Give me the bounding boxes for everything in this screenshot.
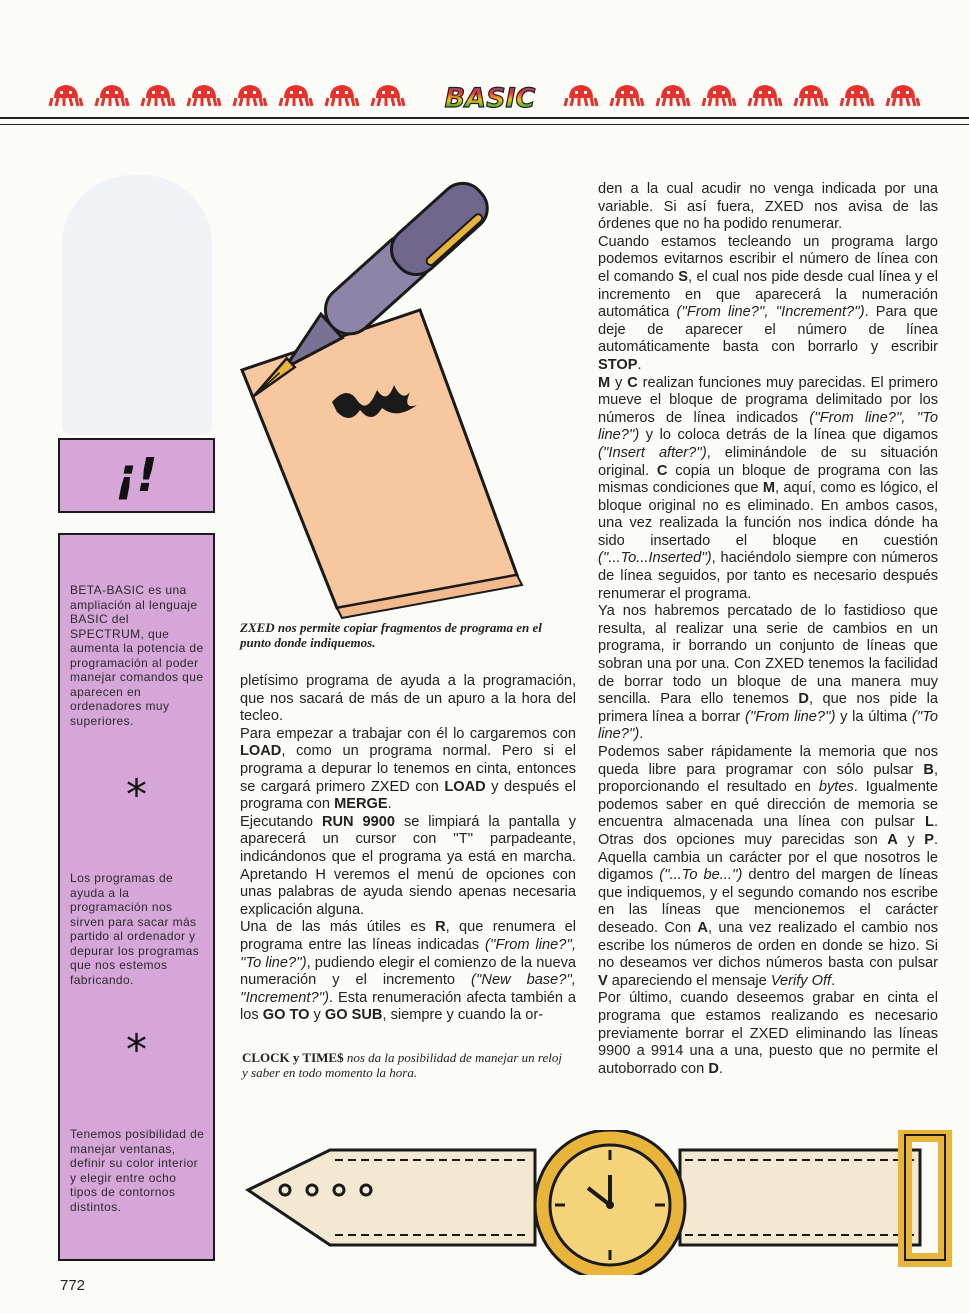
paragraph [240,673,576,726]
prompt-text: (''From line?'') [744,708,836,725]
command-keyword: S [678,268,688,285]
text-run: , aquí, como es lógico, el bloque original no es eliminado. En ambos casos, una vez realizada la función nos indica dónde ha sido insertado el bloque en cuestión [598,480,938,549]
command-keyword: C [627,374,638,391]
prompt-text: (''...To...Inserted'') [598,550,712,567]
command-keyword: M [598,374,611,391]
paragraph [240,919,576,1025]
paragraph [598,181,938,234]
text-run: copia un bloque de programa con las mismas condiciones que [598,462,938,497]
text-run: Una de las más útiles es [240,919,436,936]
text-run: pletísimo programa de ayuda a la programación, que nos sacará de más de un apuro a la hora del tecleo. [240,673,576,725]
section-logo: BASIC [444,83,536,114]
command-keyword: R [435,919,446,936]
text-run: Por último, cuando deseemos grabar en cinta el programa que estamos realizando es necesario previamente borrar el ZXED eliminando las líneas 9900 a 9914 una a una, puesto que no permite el autoborrado con [598,990,938,1077]
command-keyword: MERGE [334,796,388,813]
watch-caption [242,1050,562,1080]
command-keyword: RUN 9900 [321,813,395,830]
command-keyword: GO TO [262,1007,310,1024]
paragraph [598,744,938,990]
text-run: apareciendo el mensaje [607,972,771,989]
text-run: y [309,1007,325,1024]
wristwatch-illustration [240,1130,965,1275]
command-keyword: LOAD [444,778,486,795]
text-run: , proporcionando el resultado en [598,761,938,796]
text-run: y [897,831,925,848]
text-run: realizan funciones muy parecidas. El primero mueve el bloque de programa delimitado por los números de línea indicados [598,374,938,426]
prompt-text: (''From line?'', ''To line?'') [240,936,576,971]
command-keyword: M [762,480,775,497]
text-run: Ejecutando [240,813,322,830]
prompt-text: (''To line?'') [598,708,938,743]
prompt-text: (''Insert after?'') [598,444,707,461]
paragraph [598,603,938,744]
text-run: , como un programa normal. Pero si el programa a depurar lo tenemos en cinta, entonces se cargará primero ZXED con [240,743,576,795]
text-run: Podemos saber rápidamente la memoria que nos queda libre para programar con sólo pulsar [598,744,938,778]
text-run: . [639,726,644,743]
sidebar-notes [58,533,215,1261]
command-keyword: P [924,831,934,848]
text-run: den a la cual acudir no venga indicada por una variable. Si así fuera, ZXED nos avisa de las órdenes que no ha podido renumerar. [598,181,938,233]
paragraph [598,234,938,375]
article-column-right [598,181,938,1078]
paragraph [598,990,938,1078]
text-run: , siempre y cuando la or- [382,1007,544,1024]
watch-caption-text: nos da la posibilidad de manejar un reloj y saber en todo momento la hora. [242,1050,562,1080]
command-keyword: LOAD [240,743,282,760]
text-run: Cuando estamos tecleando un programa largo podemos evitarnos escribir el número de línea con el comando [598,233,938,285]
paragraph [598,375,938,604]
text-run: , pudiendo elegir el comienzo de la nueva numeración y el incremento [240,954,576,989]
header-rule-top [0,117,969,119]
text-run: . Aquella cambia un carácter por el que nosotros le digamos [598,831,938,884]
invader-row-right [565,85,919,106]
text-run: . [718,1060,723,1077]
text-run: y [610,374,628,391]
text-run: , el cual nos pide desde cual línea y el incremento en que aparecerá la numeración automática [598,268,938,321]
prompt-text: (''...To be...'') [659,867,743,884]
prompt-text: (''From line?'', ''To line?'') [598,409,938,444]
command-keyword: L [925,814,934,831]
text-run: y la última [835,708,912,725]
command-keyword: B [923,761,934,778]
watch-caption-code: CLOCK y TIME$ [242,1050,344,1065]
sidebar-note-ayuda: Los programas de ayuda a la programación nos sirven para sacar más partido al ordenador y depurar los programas que nos estemos fabricando. [70,871,200,987]
pen-paper-illustration [232,180,582,620]
command-keyword: A [697,919,708,936]
command-keyword: A [887,831,898,848]
text-run: . Igualmente podemos saber en qué dirección de memoria se encuentra almacenada una línea con pulsar [598,779,938,831]
command-keyword: C [656,462,668,479]
text-run: , una vez realizado el cambio nos escribe los números de orden en donde se hizo. Si no deseamos ver dichos números basta con pulsar [598,919,938,972]
text-run: y lo coloca detrás de la línea que digamos [639,427,938,444]
text-run: , haciéndolo siempre con números de línea seguidos, por tanto es necesario después renumerar el programa. [598,550,938,602]
prompt-text: Verify Off [770,972,832,989]
command-keyword: STOP [598,356,638,373]
article-column-middle [240,673,576,1025]
text-run: , que nos pide la primera línea a borrar [598,691,938,725]
text-run: se limpiará la pantalla y aparecerá un cursor con ''T'' parpadeante, indicándonos que el programa ya está en marcha. Apretando H veremos el menú de opciones con unas palabras de ayuda siendo apenas necesaria explicación alguna. [240,813,576,918]
prompt-text: bytes [818,779,854,796]
command-keyword: D [708,1060,719,1077]
text-run: dentro del margen de líneas que indiquemos, y el segundo comando nos escribe en las líneas que mencionemos el carácter deseado. Con [598,867,939,936]
text-run: y después el programa con [240,778,576,813]
sidebar-note-ventanas: Tenemos posibilidad de manejar ventanas, definir su color interior y elegir entre ocho tipos de contornos distintos. [70,1127,205,1214]
star-separator: * [126,1025,147,1074]
header-banner [0,70,969,120]
invader-row-left [50,85,404,106]
text-run: . Otras dos opciones muy parecidas son [598,814,938,848]
text-run: Para empezar a trabajar con él lo cargaremos con [240,725,576,742]
text-run: . Para que deje de aparecer el número de línea automáticamente basta con borrarlo y escribir [598,304,939,356]
pen-caption: ZXED nos permite copiar fragmentos de programa en el punto donde indiquemos. [240,620,542,650]
sidebar-note-beta-basic: BETA-BASIC es una ampliación al lenguaje BASIC del SPECTRUM, que aumenta la potencia de programación al poder manejar comandos que aparecen en ordenadores muy superiores. [70,583,204,728]
command-keyword: D [798,691,809,708]
star-separator: * [126,770,147,819]
text-run: . [387,796,392,813]
text-run: . [637,356,642,373]
bleed-through-shape [62,175,212,435]
page-number: 772 [60,1277,86,1294]
paragraph [240,726,576,814]
prompt-text: (''New base?'', ''Increment?'') [240,972,576,1006]
header-rule-bottom [0,124,969,125]
text-run: . [831,972,836,989]
sidebar-headline: ¡! [58,438,215,513]
text-run: Ya nos habremos percatado de lo fastidioso que resulta, al realizar una serie de cambios en un programa, ir borrando un conjunto de líneas que sobran una por una. Con ZXED tenemos la facilidad de borrar todo un bloque de una manera muy sencilla. Para ello tenemos [598,603,938,708]
command-keyword: V [598,972,608,989]
text-run: , que renumera el programa entre las líneas indicadas [240,919,576,953]
command-keyword: GO SUB [324,1007,383,1024]
text-run: , eliminándole de su situación original. [598,444,938,479]
paragraph [240,814,576,920]
text-run: . Esta renumeración afecta también a los [240,989,576,1024]
prompt-text: (''From line?'', ''Increment?'') [676,304,865,321]
